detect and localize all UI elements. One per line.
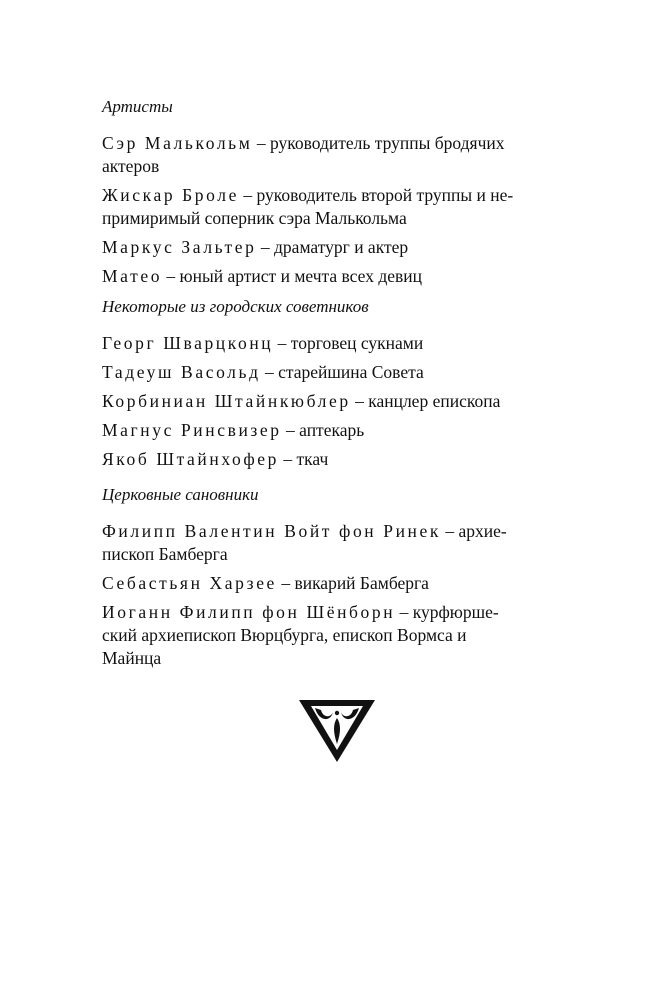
- section-artists: [102, 96, 596, 294]
- entry: [102, 419, 596, 442]
- character-name: Сэр Малькольм: [102, 133, 253, 153]
- character-name: Якоб Штайнхофер: [102, 449, 280, 469]
- character-description: руководитель труппы бродячих: [269, 133, 505, 153]
- entry: [102, 265, 596, 288]
- dash: –: [256, 133, 266, 153]
- vignette-ornament-icon: [297, 696, 377, 764]
- entry: [102, 572, 596, 595]
- entry: [102, 601, 596, 670]
- character-name: Себастьян Харзее: [102, 573, 277, 593]
- character-name: Тадеуш Васольд: [102, 362, 261, 382]
- dash: –: [355, 391, 364, 411]
- character-description: торговец сукнами: [290, 333, 424, 353]
- section-title: Церковные сановники: [102, 485, 259, 504]
- section-title: Артисты: [102, 97, 173, 116]
- section-church-dignitaries: [102, 484, 596, 676]
- entry: [102, 236, 596, 259]
- character-description-cont: ский архиепископ Вюрцбурга, епископ Вормса и: [102, 625, 467, 645]
- character-name: Филипп Валентин Войт фон Ринек: [102, 521, 441, 541]
- dash: –: [264, 362, 274, 382]
- character-name: Георг Шварцконц: [102, 333, 274, 353]
- entry: [102, 520, 596, 566]
- character-description: курфюрше-: [412, 602, 499, 622]
- character-description: архие-: [458, 521, 507, 541]
- dash: –: [399, 602, 409, 622]
- dash: –: [243, 185, 253, 205]
- character-description: аптекарь: [299, 420, 365, 440]
- character-description: руководитель второй труппы и не-: [256, 185, 514, 205]
- dash: –: [283, 449, 293, 469]
- dash: –: [166, 266, 176, 286]
- entry: [102, 390, 596, 413]
- dash: –: [277, 333, 287, 353]
- character-description: старейшина Совета: [278, 362, 424, 382]
- character-name: Корбиниан Штайнкюблер: [102, 391, 351, 411]
- section-city-councillors: [102, 296, 596, 477]
- dash: –: [286, 420, 295, 440]
- character-description: ткач: [296, 449, 329, 469]
- character-name: Магнус Ринсвизер: [102, 420, 282, 440]
- character-name: Жискар Броле: [102, 185, 239, 205]
- dash: –: [260, 237, 270, 257]
- entry: [102, 184, 596, 230]
- character-description: юный артист и мечта всех девиц: [179, 266, 422, 286]
- character-description: драматург и актер: [274, 237, 409, 257]
- dash: –: [281, 573, 291, 593]
- entry: [102, 132, 596, 178]
- character-description-cont: актеров: [102, 156, 160, 176]
- entry: [102, 332, 596, 355]
- character-description: канцлер епископа: [368, 391, 501, 411]
- character-name: Иоганн Филипп фон Шёнборн: [102, 602, 396, 622]
- entry: [102, 448, 596, 471]
- character-name: Маркус Зальтер: [102, 237, 257, 257]
- character-description: викарий Бамберга: [294, 573, 429, 593]
- character-description-cont: пископ Бамберга: [102, 544, 228, 564]
- character-name: Матео: [102, 266, 163, 286]
- character-description-cont: Майнца: [102, 648, 162, 668]
- section-title: Некоторые из городских советников: [102, 297, 369, 316]
- dash: –: [445, 521, 455, 541]
- entry: [102, 361, 596, 384]
- character-description-cont: примиримый соперник сэра Малькольма: [102, 208, 407, 228]
